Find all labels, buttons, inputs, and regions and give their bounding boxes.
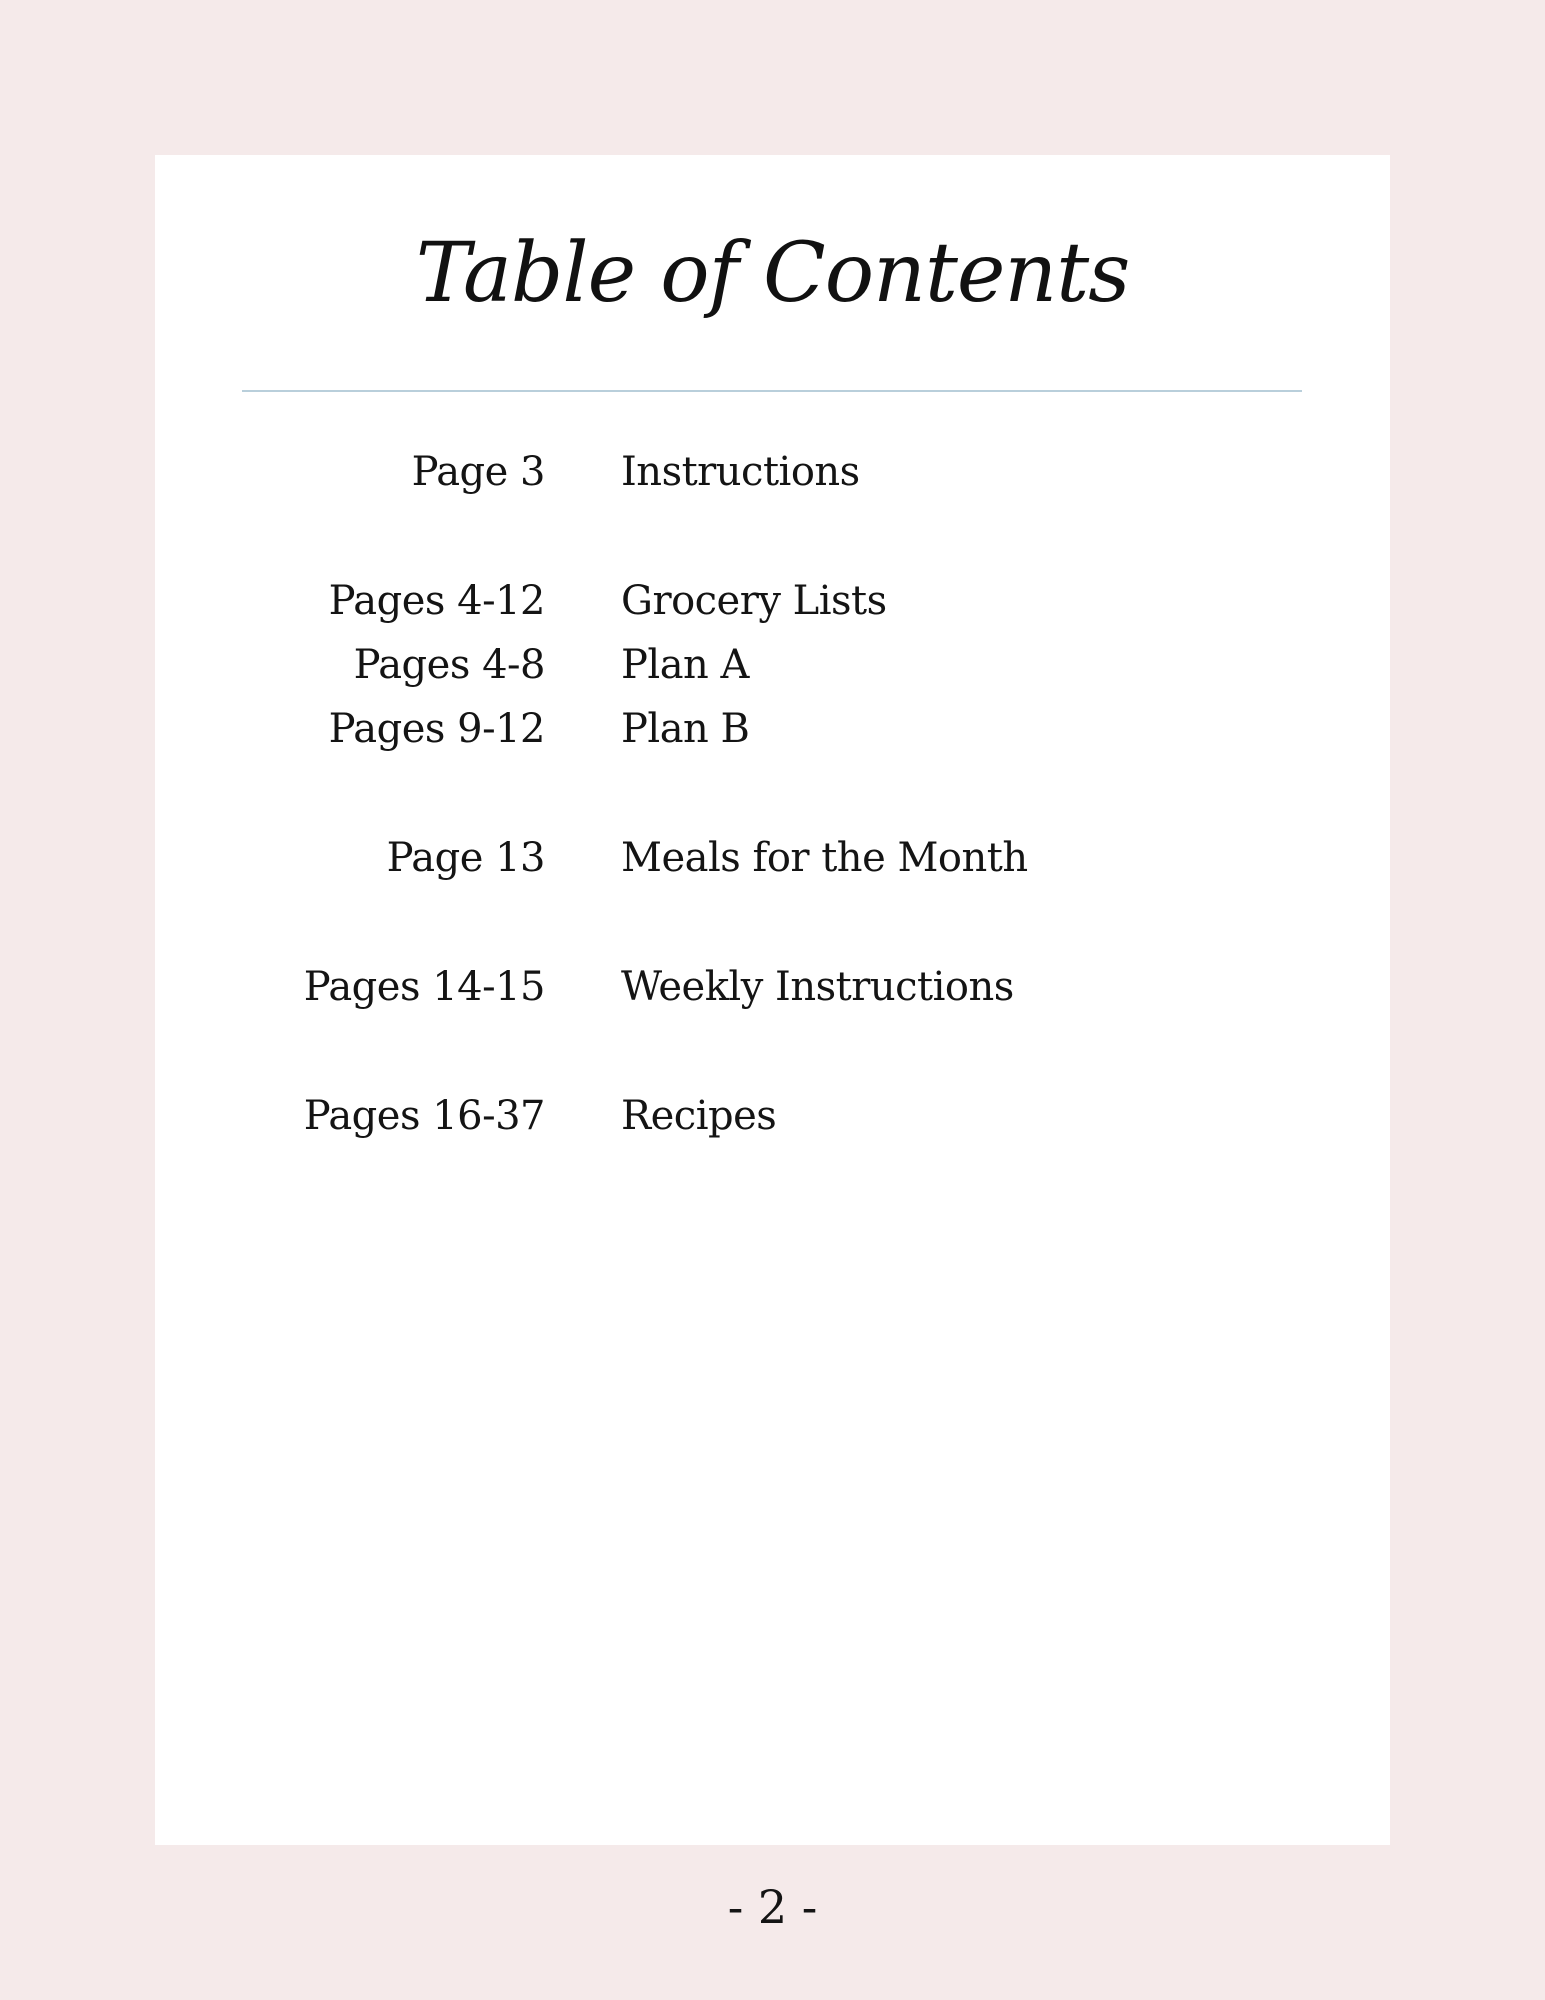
toc-page-range: Page 13 [386,835,545,881]
toc-page-range: Page 3 [411,449,545,495]
toc-section-title: Instructions [621,449,860,495]
toc-row [155,1084,1390,1148]
toc-page-range: Pages 4-12 [328,578,545,624]
content-card [155,155,1390,1845]
toc-page-range: Pages 14-15 [303,964,545,1010]
toc-section-title: Plan B [621,706,750,752]
toc-row [155,955,1390,1019]
toc-section-title: Grocery Lists [621,578,887,624]
toc-page-range: Pages 9-12 [328,706,545,752]
toc-section-title: Recipes [621,1093,777,1139]
toc-section-title: Meals for the Month [621,835,1028,881]
toc-section-title: Plan A [621,642,749,688]
toc-row [155,569,1390,633]
page-number: - 2 - [727,1880,818,1934]
page-title: Table of Contents [415,226,1130,321]
toc-row [155,697,1390,761]
table-of-contents [155,440,1390,1148]
toc-page-range: Pages 16-37 [303,1093,545,1139]
toc-row [155,633,1390,697]
title-divider [242,390,1302,392]
toc-row [155,440,1390,504]
toc-page-range: Pages 4-8 [353,642,545,688]
toc-section-title: Weekly Instructions [621,964,1014,1010]
toc-row [155,826,1390,890]
